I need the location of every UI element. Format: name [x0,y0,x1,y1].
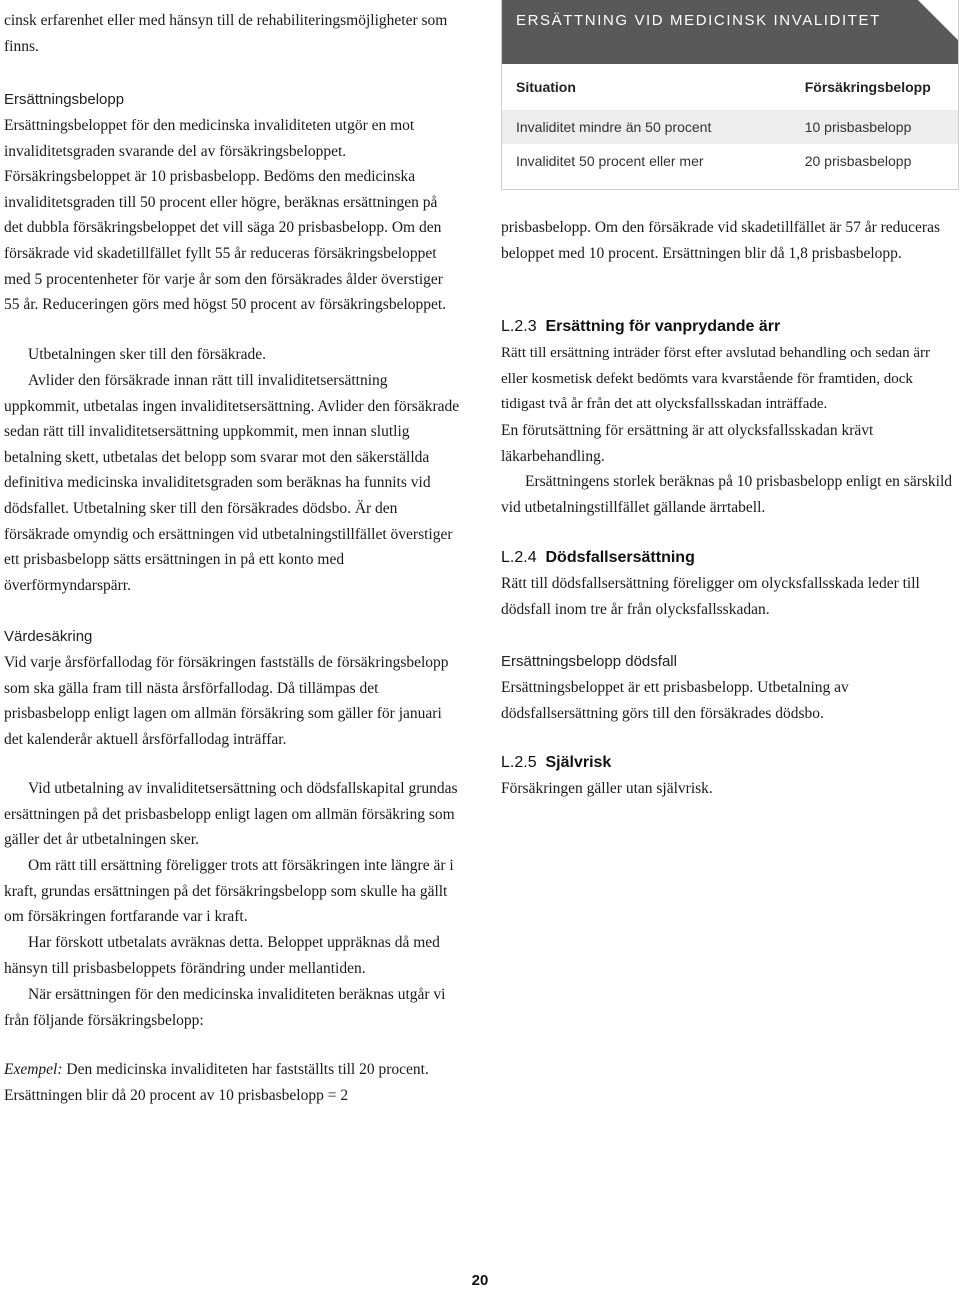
table-row [502,110,958,144]
paragraph-prisbasbelopp: prisbasbelopp. Om den försäkrade vid skadetillfället är 57 år reduceras beloppet med 10 procent. Ersättningen blir då 1,8 prisbasbelopp. [501,219,941,262]
section-number: L.2.4 [501,549,537,566]
intro-paragraph: cinsk erfarenhet eller med hänsyn till de rehabiliteringsmöjligheter som finns. [4,12,448,55]
table-header-row [502,64,958,110]
heading-ersattningsbelopp: Ersättningsbelopp [4,91,125,108]
table-cell: 10 prisbasbelopp [804,119,912,135]
info-box-header [502,0,958,64]
section-title: Dödsfallsersättning [545,549,695,566]
section-heading-l25 [501,750,611,776]
example-label: Exempel: [4,1061,63,1078]
paragraph-berakning: När ersättningen för den medicinska invaliditeten beräknas utgår vi från följande försäkringsbelopp: [4,986,446,1029]
paragraph-ersattningsbelopp: Ersättningsbeloppet för den medicinska invaliditeten utgör en mot invaliditetsgraden svarande del av försäkringsbeloppet. Försäkringsbeloppet är 10 prisbasbelopp. Bedöms den medicinska invaliditetsgraden till 50 procent eller högre, beräknas ersättningen på det dubbla försäkringsbeloppet det vill säga 20 prisbasbelopp. Om den försäkrade vid skadetillfället fyllt 55 år reduceras försäkringsbeloppet med 5 procentenheter för varje år som den försäkrades ålder överstiger 55 år. Reduceringen görs med högst 50 procent av försäkringsbeloppet. [4,117,447,314]
paragraph-vardesakring-1: Vid varje årsförfallodag för försäkringen fastställs de försäkringsbelopp som ska gälla fram till nästa årsförfallodag. Då tillämpas det prisbasbelopp enligt lagen om allmän försäkring som gäller för januari det kalenderår aktuell årsförfallodag inträffar. [4,654,449,748]
info-box [501,0,959,190]
paragraph-arr-3: Ersättningens storlek beräknas på 10 prisbasbelopp enligt en särskild vid utbetalningstillfället gällande ärrtabell. [501,473,953,516]
table-row [502,144,958,178]
section-number: L.2.5 [501,754,537,771]
paragraph-avlider: Avlider den försäkrade innan rätt till invaliditetsersättning uppkommit, utbetalas ingen invaliditetsersättning. Avlider den försäkrade sedan rätt till invaliditetsersättning uppkommit, men innan slutlig betalning skett, utbetalas det belopp som svarar mot den säkerställda definitiva medicinska invaliditetsgraden som beräknas ha funnits vid dödsfallet. Utbetalning sker till den försäkrades dödsbo. Är den försäkrade omyndig och ersättningen vid utbetalningstillfället överstiger ett prisbasbelopp sätts ersättningen in på ett konto med överförmyndarspärr. [4,372,460,594]
paragraph-arr-1: Rätt till ersättning inträder först efter avslutad behandling och sedan ärr eller kosmetisk defekt bedömts vara kvarstående för framtiden, dock tidigast två år från det att olycksfallsskadan inträffade. [501,345,931,413]
paragraph-vardesakring-2: Vid utbetalning av invaliditetsersättning och dödsfallskapital grundas ersättningen på det prisbasbelopp enligt lagen om allmän försäkring som gäller det år utbetalningen sker. [4,780,458,849]
paragraph-sjalvrisk: Försäkringen gäller utan självrisk. [501,780,713,797]
section-title: Självrisk [545,754,612,771]
paragraph-arr-2: En förutsättning för ersättning är att olycksfallsskadan krävt läkarbehandling. [501,422,874,465]
table-cell: Invaliditet mindre än 50 procent [516,119,712,135]
section-title: Ersättning för vanprydande ärr [545,318,781,335]
table-header-forsakringsbelopp: Försäkringsbelopp [804,79,931,95]
table-cell: Invaliditet 50 procent eller mer [516,153,704,169]
example-paragraph [4,1057,460,1108]
table-header-situation: Situation [516,79,576,95]
table-cell: 20 prisbasbelopp [804,153,912,169]
heading-ersattningsbelopp-dodsfall: Ersättningsbelopp dödsfall [501,653,677,670]
info-box-title: ERSÄTTNING VID MEDICINSK INVALIDITET [516,12,881,29]
paragraph-dodsfall-belopp: Ersättningsbeloppet är ett prisbasbelopp. Utbetalning av dödsfallsersättning görs till den försäkrades dödsbo. [501,679,849,722]
heading-vardesakring: Värdesäkring [4,628,93,645]
example-text: Den medicinska invaliditeten har fastställts till 20 procent. Ersättningen blir då 20 procent av 10 prisbasbelopp = 2 [4,1061,429,1104]
info-box-corner [918,0,958,40]
section-heading-l23 [501,314,780,340]
page-number: 20 [471,1272,489,1289]
paragraph-forskott: Har förskott utbetalats avräknas detta. Beloppet uppräknas då med hänsyn till prisbasbeloppets förändring under mellantiden. [4,934,440,977]
paragraph-utbetalning: Utbetalningen sker till den försäkrade. [28,346,267,363]
paragraph-dodsfall: Rätt till dödsfallsersättning föreligger om olycksfallsskada leder till dödsfall inom tre år från olycksfallsskadan. [501,575,920,618]
info-table [502,64,958,178]
section-number: L.2.3 [501,318,537,335]
paragraph-vardesakring-3: Om rätt till ersättning föreligger trots att försäkringen inte längre är i kraft, grundas ersättningen på det försäkringsbelopp som skulle ha gällt om försäkringen fortfarande var i kraft. [4,857,454,926]
section-heading-l24 [501,545,695,571]
